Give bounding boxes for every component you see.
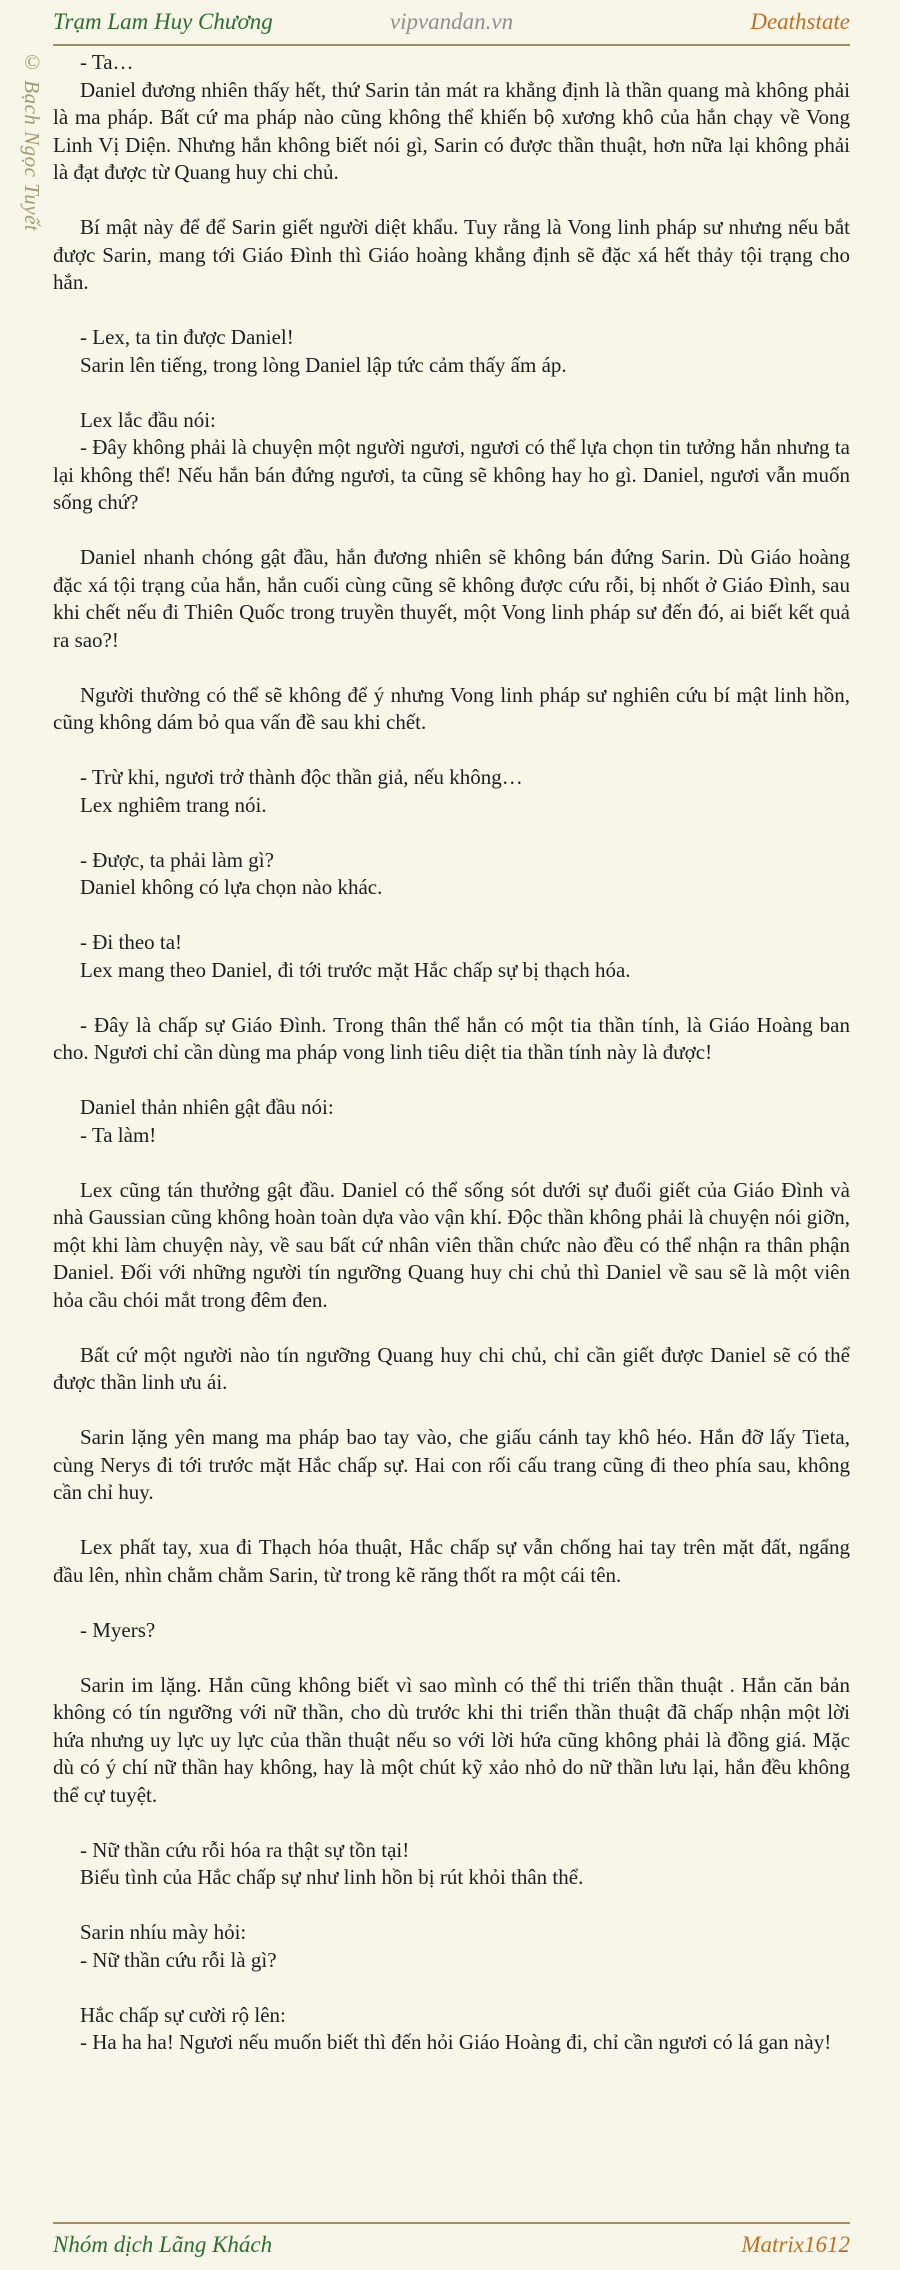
paragraph-line: Sarin lên tiếng, trong lòng Daniel lập tức cảm thấy ấm áp. [80,352,567,377]
paragraph-line: - Được, ta phải làm gì? [80,847,274,872]
paragraph [53,49,850,187]
paragraph [53,324,850,379]
paragraph [53,1837,850,1892]
paragraph-line: - Đây là chấp sự Giáo Đình. Trong thân thể hắn có một tia thần tính, là Giáo Hoàng ban cho. Ngươi chỉ cần dùng ma pháp vong linh tiêu diệt tia thần tính này là được! [53,1012,850,1064]
translator-watermark: © Bạch Ngọc Tuyết [20,50,44,232]
paragraph-line: Daniel nhanh chóng gật đầu, hắn đương nhiên sẽ không bán đứng Sarin. Dù Giáo hoàng đặc xá tội trạng của hắn, hắn cuối cùng cũng sẽ không được cứu rỗi, bị nhốt ở Giáo Đình, sau khi chết nếu đi Thiên Quốc trong truyền thuyết, một Vong linh pháp sư đến đó, ai biết kết quả ra sao?! [53,545,850,652]
paragraph-line: - Ta làm! [80,1122,157,1147]
paragraph-line: - Ha ha ha! Ngươi nếu muốn biết thì đến hỏi Giáo Hoàng đi, chỉ cần ngươi có lá gan này! [80,2030,832,2054]
paragraph-line: Daniel không có lựa chọn nào khác. [80,875,383,899]
paragraph [53,1534,850,1589]
page-footer [53,2222,850,2270]
paragraph-line: Bí mật này để để Sarin giết người diệt khẩu. Tuy rằng là Vong linh pháp sư nhưng nếu bắt được Sarin, mang tới Giáo Đình thì Giáo hoàng khẳng định sẽ đặc xá hết thảy tội trạng cho hắn. [53,215,850,294]
book-title: Deathstate [750,9,850,34]
paragraph-line: Daniel thản nhiên gật đầu nói: [80,1095,334,1119]
paragraph-line: Bất cứ một người nào tín ngưỡng Quang huy chi chủ, chỉ cần giết được Daniel sẽ có thể được thần linh ưu ái. [53,1342,850,1394]
site-name: Trạm Lam Huy Chương [53,9,273,34]
paragraph-line: Lex lắc đầu nói: [80,407,216,432]
chapter-text [53,49,850,2084]
paragraph-line: Sarin lặng yên mang ma pháp bao tay vào, che giấu cánh tay khô héo. Hắn đỡ lấy Tieta, cùng Nerys đi tới trước mặt Hắc chấp sự. Hai con rối cấu trang cũng đi theo phía sau, không cần chỉ huy. [53,1425,850,1504]
paragraph-line: - Nữ thần cứu rỗi là gì? [80,1947,277,1972]
paragraph-line: Người thường có thể sẽ không để ý nhưng Vong linh pháp sư nghiên cứu bí mật linh hồn, cũng không dám bỏ qua vấn đề sau khi chết. [53,682,850,734]
paragraph [53,1919,850,1974]
paragraph [53,1012,850,1067]
paragraph [53,1672,850,1810]
paragraph-line: Daniel đương nhiên thấy hết, thứ Sarin tản mát ra khẳng định là thần quang mà không phải là ma pháp. Bất cứ ma pháp nào cũng không thể khiến bộ xương khô của hắn chạy về Vong Linh Vị Diện. Nhưng hắn không biết nói gì, Sarin có được thần thuật, hơn nữa lại không phải là đạt được từ Quang huy chi chủ. [53,77,850,184]
site-url[interactable]: vipvandan.vn [389,9,514,34]
paragraph-line: - Myers? [80,1617,156,1642]
paragraph [53,1424,850,1507]
paragraph [53,1342,850,1397]
paragraph-line: - Ta… [80,50,134,74]
paragraph [53,1094,850,1149]
paragraph [53,764,850,819]
paragraph-line: - Nữ thần cứu rỗi hóa ra thật sự tồn tại! [80,1837,410,1862]
paragraph-line: - Đi theo ta! [80,930,183,954]
paragraph [53,544,850,654]
paragraph [53,682,850,737]
paragraph-line: Lex nghiêm trang nói. [80,792,267,817]
paragraph [53,1617,850,1645]
translation-group: Nhóm dịch Lãng Khách [53,2232,273,2257]
paragraph-line: Lex cũng tán thưởng gật đầu. Daniel có thể sống sót dưới sự đuổi giết của Giáo Đình và nhà Gaussian cũng không hoàn toàn dựa vào vận khí. Độc thần không phải là chuyện nói giỡn, một khi làm chuyện này, về sau bất cứ nhân viên thần chức nào đều có thể nhận ra thân phận Daniel. Đối với những người tín ngưỡng Quang huy chi chủ thì Daniel về sau sẽ là một viên hỏa cầu chói mắt trong đêm đen. [53,1177,850,1312]
paragraph-line: - Trừ khi, ngươi trở thành độc thần giả, nếu không… [80,765,523,789]
paragraph [53,847,850,902]
paragraph [53,407,850,517]
paragraph-line: Lex mang theo Daniel, đi tới trước mặt Hắc chấp sự bị thạch hóa. [80,957,631,982]
paragraph-line: Sarin nhíu mày hỏi: [80,1920,247,1944]
paragraph-line: - Đây không phải là chuyện một người ngươi, ngươi có thể lựa chọn tin tưởng hắn nhưng ta lại không thể! Nếu hắn bán đứng ngươi, ta cũng sẽ không hay ho gì. Daniel, ngươi vẫn muốn sống chứ? [53,435,850,514]
paragraph-line: - Lex, ta tin được Daniel! [80,325,294,349]
paragraph [53,929,850,984]
paragraph-line: Biểu tình của Hắc chấp sự như linh hồn bị rút khỏi thân thể. [80,1865,584,1889]
paragraph [53,214,850,297]
paragraph [53,2002,850,2057]
page-header [53,0,850,46]
paragraph-line: Hắc chấp sự cười rộ lên: [80,2002,286,2027]
editor-name: Matrix1612 [741,2232,850,2257]
paragraph [53,1177,850,1315]
paragraph-line: Sarin im lặng. Hắn cũng không biết vì sao mình có thể thi triển thần thuật . Hắn căn bản không có tín ngưỡng với nữ thần, cho dù trước khi thi triển thần thuật đã chấp nhận một lời hứa nhưng uy lực uy lực của thần thuật nếu so với lời hứa cũng không phải là đồng giá. Mặc dù có ý chí nữ thần hay không, hay là một chút kỹ xảo nhỏ do nữ thần lưu lại, hắn đều không thể cự tuyệt. [53,1672,850,1807]
paragraph-line: Lex phất tay, xua đi Thạch hóa thuật, Hắc chấp sự vẫn chống hai tay trên mặt đất, ngẩng đầu lên, nhìn chằm chằm Sarin, từ trong kẽ răng thốt ra một cái tên. [53,1535,850,1587]
